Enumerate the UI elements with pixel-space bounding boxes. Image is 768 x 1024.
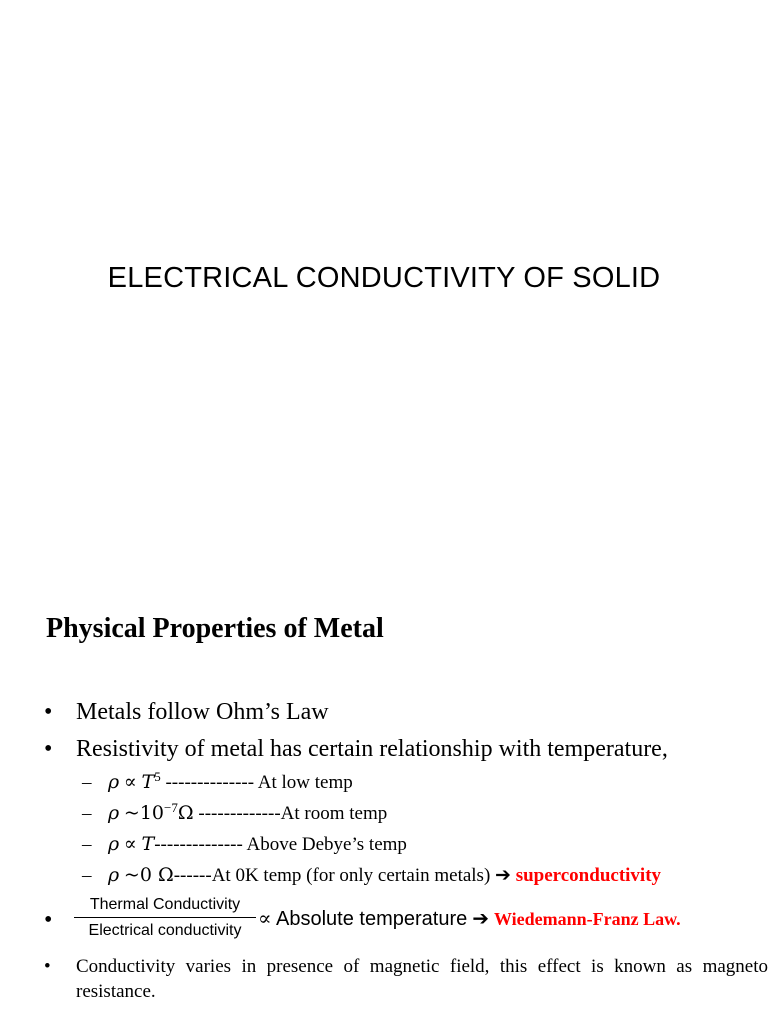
bullet-dot: • — [44, 699, 53, 725]
temperature-var: T — [141, 771, 155, 793]
wiedemann-franz-line — [258, 906, 681, 931]
ohm-unit: Ω — [177, 802, 194, 824]
exponent: −7 — [164, 800, 178, 815]
bullet-text: Metals follow Ohm’s Law — [76, 699, 329, 725]
temperature-var: T — [141, 833, 155, 855]
arrow-icon: ➔ — [495, 865, 511, 886]
proportional-symbol: ∝ — [123, 833, 137, 855]
sub-item-zero-kelvin — [82, 863, 661, 888]
sub-item-text: -------------- At low temp — [160, 772, 353, 793]
absolute-temperature-text: Absolute temperature — [271, 908, 468, 930]
sub-item-text: -------------- Above Debye’s temp — [154, 834, 407, 855]
bullet-text: Conductivity varies in presence of magnetic field, this effect is known as magneto resistance. — [76, 956, 768, 1002]
conductivity-fraction — [74, 896, 256, 940]
section-heading: Physical Properties of Metal — [46, 613, 384, 644]
dash: – — [82, 834, 92, 855]
wiedemann-franz-law: Wiedemann-Franz Law. — [494, 909, 681, 929]
fraction-denominator: Electrical conductivity — [88, 922, 242, 939]
sub-item-text: ------At 0K temp (for only certain metals) — [173, 865, 491, 886]
bullet-text: Resistivity of metal has certain relationship with temperature, — [76, 736, 668, 762]
sub-item-room-temp — [82, 801, 387, 826]
exponent: 5 — [154, 769, 161, 784]
approx-value: ~10 — [123, 802, 165, 824]
proportional-symbol: ∝ — [123, 771, 137, 793]
proportional-symbol: ∝ — [258, 906, 272, 930]
bullet-dot: • — [44, 907, 53, 933]
dash: – — [82, 865, 92, 886]
rho-symbol: ρ — [108, 802, 120, 824]
approx-value: ~0 Ω — [123, 864, 174, 886]
sub-item-text: -------------At room temp — [193, 803, 388, 824]
rho-symbol: ρ — [108, 864, 120, 886]
sub-item-debye-temp — [82, 832, 407, 857]
arrow-icon: ➔ — [472, 908, 489, 930]
dash: – — [82, 772, 92, 793]
bullet-dot: • — [44, 956, 51, 977]
rho-symbol: ρ — [108, 833, 120, 855]
dash: – — [82, 803, 92, 824]
slide-title: ELECTRICAL CONDUCTIVITY OF SOLID — [107, 262, 661, 294]
superconductivity-highlight: superconductivity — [515, 865, 662, 886]
rho-symbol: ρ — [108, 771, 120, 793]
bullet-dot: • — [44, 736, 53, 762]
fraction-numerator: Thermal Conductivity — [74, 896, 256, 918]
sub-item-low-temp — [82, 770, 353, 795]
